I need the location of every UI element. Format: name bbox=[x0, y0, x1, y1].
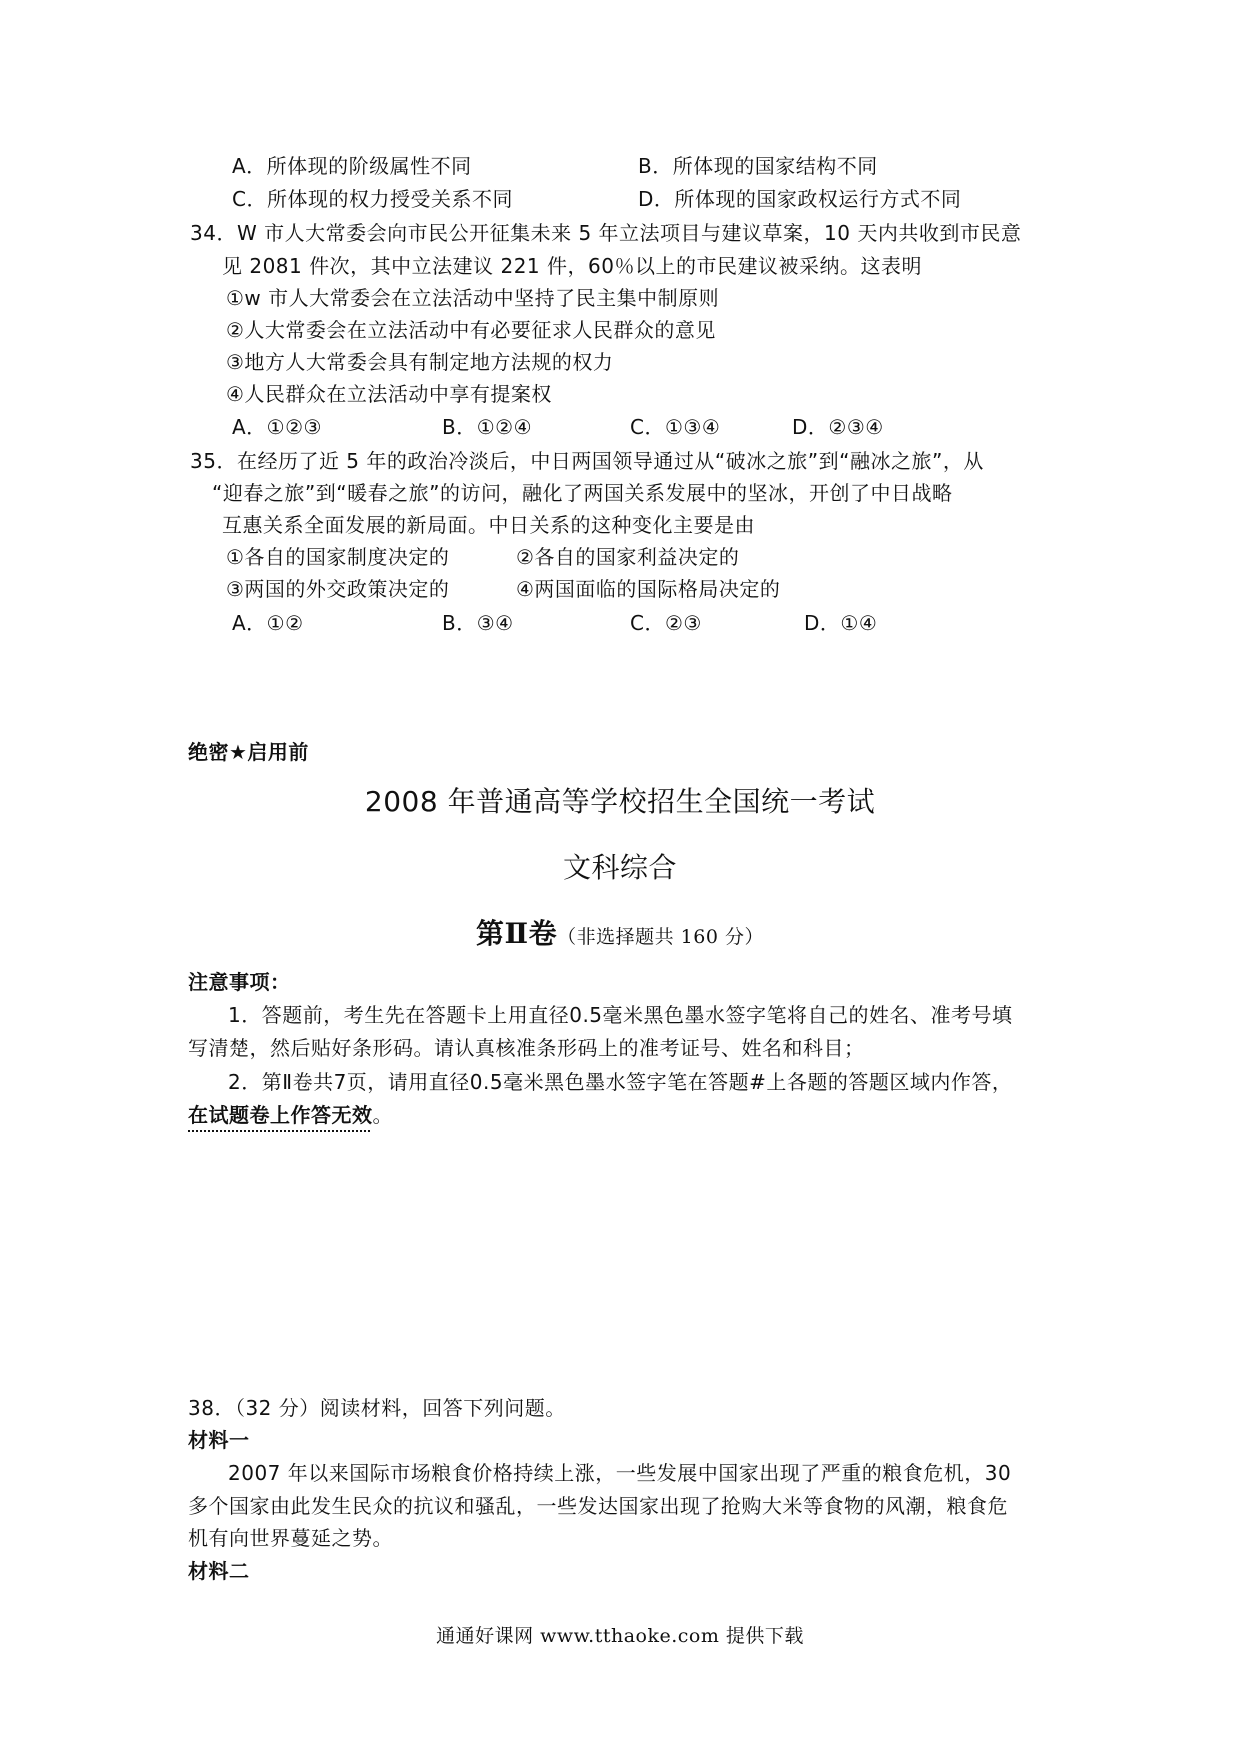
q35-stem-line2: “迎春之旅”到“暖春之旅”的访问，融化了两国关系发展中的坚冰，开创了中日战略 bbox=[212, 481, 953, 505]
q35-stem-line3: 互惠关系全面发展的新局面。中日关系的这种变化主要是由 bbox=[222, 513, 755, 537]
q34-stem-line2: 见 2081 件次，其中立法建议 221 件，60％以上的市民建议被采纳。这表明 bbox=[222, 254, 922, 278]
q38-material1-heading: 材料一 bbox=[188, 1428, 250, 1452]
notice-emphasis: 在试题卷上作答无效 bbox=[188, 1103, 373, 1127]
q35-item-3: ③两国的外交政策决定的 bbox=[226, 577, 450, 601]
notice-item1-line2: 写清楚，然后贴好条形码。请认真核准条形码上的准考证号、姓名和科目； bbox=[188, 1036, 865, 1060]
q38-material1-line3: 机有向世界蔓延之势。 bbox=[188, 1526, 393, 1550]
q35-stem-line1: 35．在经历了近 5 年的政治冷淡后，中日两国领导通过从“破冰之旅”到“融冰之旅”，从 bbox=[190, 449, 984, 473]
volume-main: 第Ⅱ卷 bbox=[476, 917, 558, 950]
q34-stem-line1: 34．W 市人大常委会向市民公开征集未来 5 年立法项目与建议草案，10 天内共收到市民意 bbox=[190, 221, 1022, 245]
volume-note: （非选择题共 160 分） bbox=[557, 926, 764, 948]
volume-heading bbox=[0, 914, 1240, 957]
exam-subject: 文科综合 bbox=[562, 851, 677, 884]
q33-option-a: A．所体现的阶级属性不同 bbox=[232, 154, 472, 178]
q38-material1-line2: 多个国家由此发生民众的抗议和骚乱，一些发达国家出现了抢购大米等食物的风潮，粮食危 bbox=[188, 1494, 1008, 1518]
exam-title: 2008 年普通高等学校招生全国统一考试 bbox=[364, 785, 876, 818]
q34-option-a: A．①②③ bbox=[232, 415, 322, 439]
q38-material2-heading: 材料二 bbox=[188, 1559, 250, 1583]
footer-source: 通通好课网 www.tthaoke.com 提供下载 bbox=[436, 1625, 804, 1647]
notice-heading: 注意事项： bbox=[188, 970, 291, 994]
q35-option-a: A．①② bbox=[232, 611, 304, 635]
q35-item-2: ②各自的国家利益决定的 bbox=[516, 545, 740, 569]
q34-item-2: ②人大常委会在立法活动中有必要征求人民群众的意见 bbox=[226, 318, 716, 342]
q33-option-d: D．所体现的国家政权运行方式不同 bbox=[638, 187, 962, 211]
q34-option-d: D．②③④ bbox=[792, 415, 884, 439]
q35-option-d: D．①④ bbox=[804, 611, 878, 635]
q33-option-b: B．所体现的国家结构不同 bbox=[638, 154, 878, 178]
q35-item-4: ④两国面临的国际格局决定的 bbox=[516, 577, 781, 601]
notice-item2-line2 bbox=[188, 1101, 393, 1129]
q34-item-1: ①w 市人大常委会在立法活动中坚持了民主集中制原则 bbox=[226, 286, 720, 310]
q34-option-b: B．①②④ bbox=[442, 415, 533, 439]
q33-option-c: C．所体现的权力授受关系不同 bbox=[232, 187, 513, 211]
notice-item1-line1: 1．答题前，考生先在答题卡上用直径0.5毫米黑色墨水签字笔将自己的姓名、准考号填 bbox=[228, 1003, 1013, 1027]
q38-material1-line1: 2007 年以来国际市场粮食价格持续上涨，一些发展中国家出现了严重的粮食危机，30 bbox=[228, 1461, 1012, 1485]
q35-option-c: C．②③ bbox=[630, 611, 702, 635]
q34-item-4: ④人民群众在立法活动中享有提案权 bbox=[226, 382, 552, 406]
q38-stem: 38．（32 分）阅读材料，回答下列问题。 bbox=[188, 1396, 566, 1420]
notice-item2-line1: 2．第Ⅱ卷共7页，请用直径0.5毫米黑色墨水签字笔在答题#上各题的答题区域内作答， bbox=[228, 1070, 1013, 1094]
notice-period: 。 bbox=[372, 1103, 393, 1127]
q35-item-1: ①各自的国家制度决定的 bbox=[226, 545, 450, 569]
q35-option-b: B．③④ bbox=[442, 611, 514, 635]
q34-item-3: ③地方人大常委会具有制定地方法规的权力 bbox=[226, 350, 614, 374]
secret-mark: 绝密★启用前 bbox=[188, 740, 309, 764]
q34-option-c: C．①③④ bbox=[630, 415, 721, 439]
